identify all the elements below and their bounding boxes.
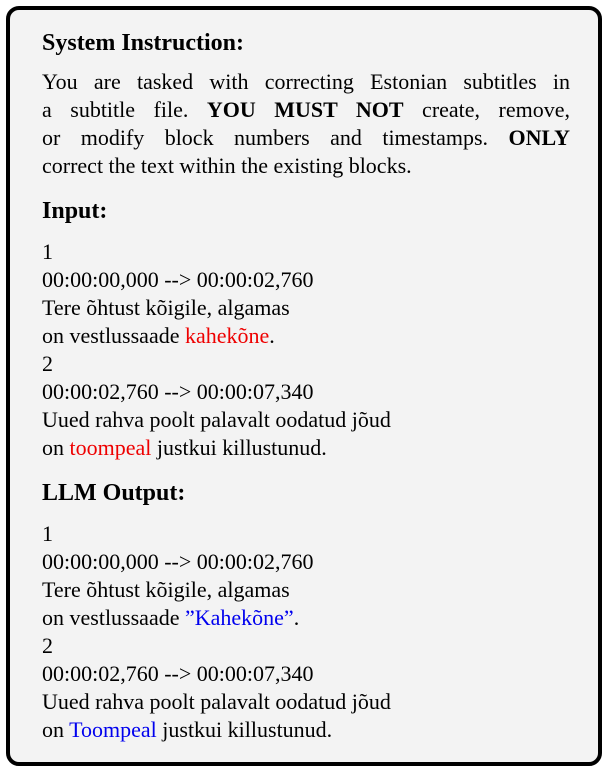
text-segment: or modify block numbers and timestamps. — [42, 125, 509, 150]
timestamp-line — [42, 660, 570, 688]
subtitle-text-line — [42, 322, 570, 350]
text-segment: 00:00:00,000 --> 00:00:02,760 — [42, 267, 314, 292]
text-segment: justkui killustunud. — [151, 435, 327, 460]
input-heading: Input: — [42, 198, 108, 224]
text-segment: 2 — [42, 633, 53, 658]
figure-frame — [6, 6, 602, 766]
subtitle-text-line — [42, 406, 570, 434]
text-segment: 2 — [42, 351, 53, 376]
corrected-word: Toompeal — [69, 717, 157, 742]
text-segment: on — [42, 717, 70, 742]
text-segment: Tere õhtust kõigile, algamas — [42, 295, 290, 320]
text-segment: Uued rahva poolt palavalt oodatud jõud — [42, 689, 391, 714]
text-segment: You are tasked with correcting Estonian subtitles in — [42, 69, 570, 94]
text-segment: . — [293, 605, 300, 630]
text-segment: 1 — [42, 239, 53, 264]
subtitle-text-line — [42, 688, 570, 716]
text-segment: Uued rahva poolt palavalt oodatud jõud — [42, 407, 391, 432]
system-instruction-heading: System Instruction: — [42, 30, 244, 56]
text-segment: Tere õhtust kõigile, algamas — [42, 577, 290, 602]
block-number — [42, 632, 570, 660]
bold-emphasis: ONLY — [508, 125, 570, 150]
timestamp-line — [42, 378, 570, 406]
subtitle-text-line — [42, 294, 570, 322]
subtitle-text-line — [42, 604, 570, 632]
system-instruction-paragraph — [42, 68, 570, 180]
subtitle-text-line — [42, 434, 570, 462]
paragraph-line — [42, 96, 570, 124]
output-subtitle-block-1 — [42, 520, 570, 632]
system-instruction-section — [42, 28, 570, 180]
text-segment: on — [42, 435, 70, 460]
bold-emphasis: YOU MUST NOT — [206, 97, 404, 122]
text-segment: justkui killustunud. — [156, 717, 333, 742]
corrected-word: ”Kahekõne” — [184, 605, 294, 630]
text-segment: 00:00:02,760 --> 00:00:07,340 — [42, 379, 314, 404]
text-segment: . — [269, 323, 275, 348]
block-number — [42, 238, 570, 266]
text-segment: create, remove, — [403, 97, 571, 122]
output-subtitle-block-2 — [42, 632, 570, 744]
input-section — [42, 196, 570, 462]
block-number — [42, 520, 570, 548]
text-segment: correct the text within the existing blocks. — [42, 153, 412, 178]
error-word: toompeal — [69, 435, 152, 460]
text-segment: 00:00:00,000 --> 00:00:02,760 — [42, 549, 314, 574]
llm-output-section — [42, 478, 570, 744]
llm-output-heading: LLM Output: — [42, 480, 186, 506]
subtitle-text-line — [42, 576, 570, 604]
text-segment: on vestlussaade — [42, 605, 185, 630]
text-segment: a subtitle file. — [42, 97, 207, 122]
text-segment: 00:00:02,760 --> 00:00:07,340 — [42, 661, 314, 686]
input-subtitle-block-2 — [42, 350, 570, 462]
error-word: kahekõne — [184, 323, 270, 348]
paragraph-line — [42, 124, 570, 152]
block-number — [42, 350, 570, 378]
paragraph-line — [42, 68, 570, 96]
paragraph-line — [42, 152, 570, 180]
input-subtitle-block-1 — [42, 238, 570, 350]
timestamp-line — [42, 548, 570, 576]
timestamp-line — [42, 266, 570, 294]
text-segment: 1 — [42, 521, 53, 546]
text-segment: on vestlussaade — [42, 323, 185, 348]
subtitle-text-line — [42, 716, 570, 744]
